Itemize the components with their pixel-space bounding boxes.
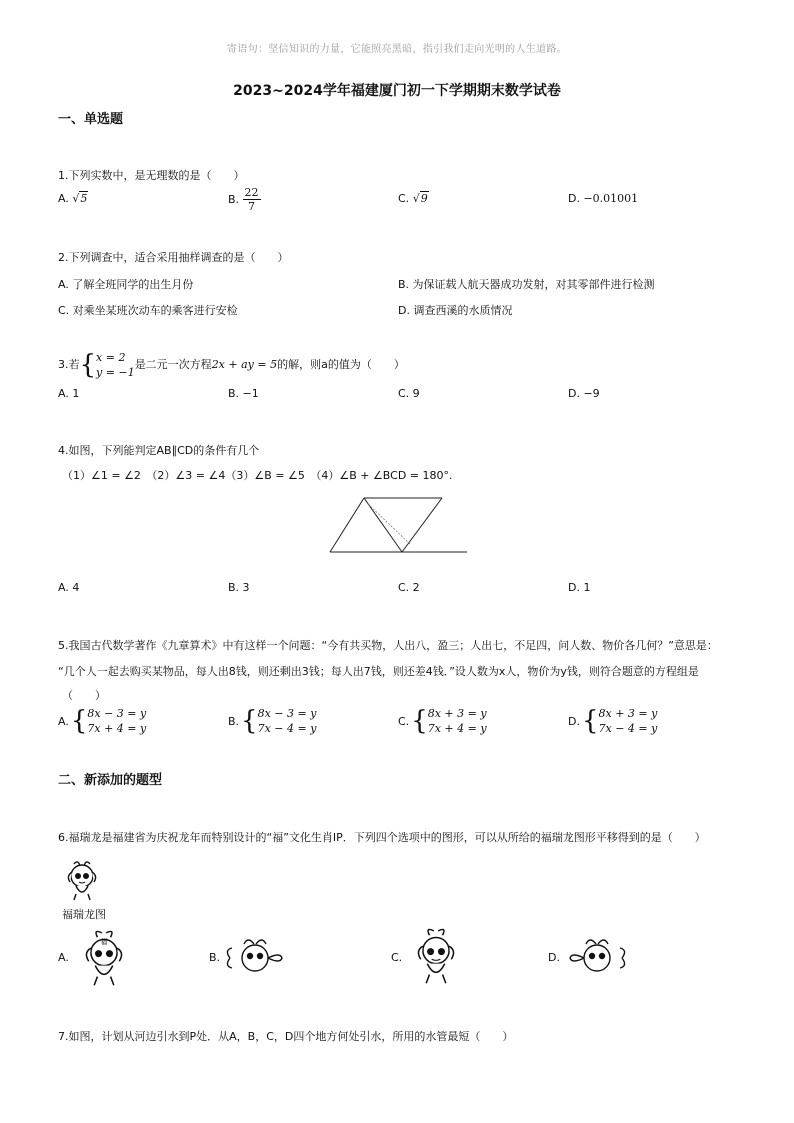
question-4-option-c: C. 2 [398, 581, 420, 594]
question-5-option-b: B. { 8x − 3 = y 7x − 4 = y [228, 706, 317, 736]
question-5-option-d: D. { 8x + 3 = y 7x − 4 = y [568, 706, 658, 736]
question-1-stem: 1.下列实数中，是无理数的是（ ） [58, 169, 245, 182]
question-4-option-d: D. 1 [568, 581, 591, 594]
question-6-stem: 6.福瑞龙是福建省为庆祝龙年而特别设计的“福”文化生肖IP．下列四个选项中的图形，可以从所给的福瑞龙图形平移得到的是（ ） [58, 831, 706, 844]
question-6-option-a-label: A. [58, 951, 69, 964]
question-2-option-d: D. 调查西溪的水质情况 [398, 304, 513, 317]
dragon-mascot-option-b-image [224, 934, 286, 982]
question-1-option-d: D. −0.01001 [568, 192, 639, 205]
question-3-option-c: C. 9 [398, 387, 420, 400]
section-heading-new-types: 二、新添加的题型 [58, 773, 163, 788]
question-2-option-c: C. 对乘坐某班次动车的乘客进行安检 [58, 304, 238, 317]
question-3-option-b: B. −1 [228, 387, 259, 400]
question-1-option-a: A. √5 [58, 192, 88, 205]
question-3-stem: 3.若 { x = 2 y = −1 是二元一次方程 2x + ay = 5 的解，则a的值为（ ） [58, 350, 405, 380]
brace-symbol: { [79, 350, 97, 380]
question-5-option-c: C. { 8x + 3 = y 7x + 4 = y [398, 706, 487, 736]
parallel-lines-figure [322, 490, 472, 562]
exam-title: 2023~2024学年福建厦门初一下学期期末数学试卷 [233, 83, 561, 99]
dragon-mascot-option-a-image [80, 928, 128, 988]
question-3-option-d: D. −9 [568, 387, 600, 400]
question-4-option-a: A. 4 [58, 581, 80, 594]
question-3-system: x = 2 y = −1 [96, 351, 135, 379]
dragon-mascot-option-c-image [412, 926, 460, 986]
dragon-mascot-original-image [60, 858, 104, 902]
dragon-figure-caption: 福瑞龙图 [62, 908, 106, 921]
motto-text: 寄语句：坚信知识的力量，它能照亮黑暗，指引我们走向光明的人生道路。 [227, 44, 567, 55]
question-2-option-a: A. 了解全班同学的出生月份 [58, 278, 194, 291]
question-4-option-b: B. 3 [228, 581, 250, 594]
dragon-mascot-option-d-image [566, 934, 628, 982]
question-6-option-d-label: D. [548, 951, 560, 964]
question-2-option-b: B. 为保证载人航天器成功发射，对其零部件进行检测 [398, 278, 655, 291]
question-6-option-b-label: B. [209, 951, 221, 964]
question-4-stem: 4.如图，下列能判定AB∥CD的条件有几个 [58, 444, 260, 457]
section-heading-single-choice: 一、单选题 [58, 112, 124, 127]
question-4-conditions: （1）∠1 = ∠2 （2）∠3 = ∠4（3）∠B = ∠5 （4）∠B + ∠BCD = 180°. [62, 469, 453, 482]
question-3-option-a: A. 1 [58, 387, 80, 400]
fu-character: 福 [100, 937, 108, 946]
question-7-stem: 7.如图，计划从河边引水到P处．从A，B，C，D四个地方何处引水，所用的水管最短（ ） [58, 1030, 514, 1043]
question-1-option-c: C. √9 [398, 192, 428, 205]
question-5-line-1: 5.我国古代数学著作《九章算术》中有这样一个问题：“今有共买物，人出八，盈三；人出七，不足四，问人数、物价各几何？”意思是： [58, 639, 718, 652]
question-6-option-c-label: C. [391, 951, 403, 964]
question-1-option-b: B. $\frac{22}{7}$ [228, 186, 259, 213]
question-5-option-a: A. { 8x − 3 = y 7x + 4 = y [58, 706, 147, 736]
question-5-line-3: （ ） [62, 689, 106, 702]
question-2-stem: 2.下列调查中，适合采用抽样调查的是（ ） [58, 251, 289, 264]
question-5-line-2: “几个人一起去购买某物品，每人出8钱，则还剩出3钱；每人出7钱，则还差4钱．”设人数为x人，物价为y钱，则符合题意的方程组是 [58, 665, 699, 678]
